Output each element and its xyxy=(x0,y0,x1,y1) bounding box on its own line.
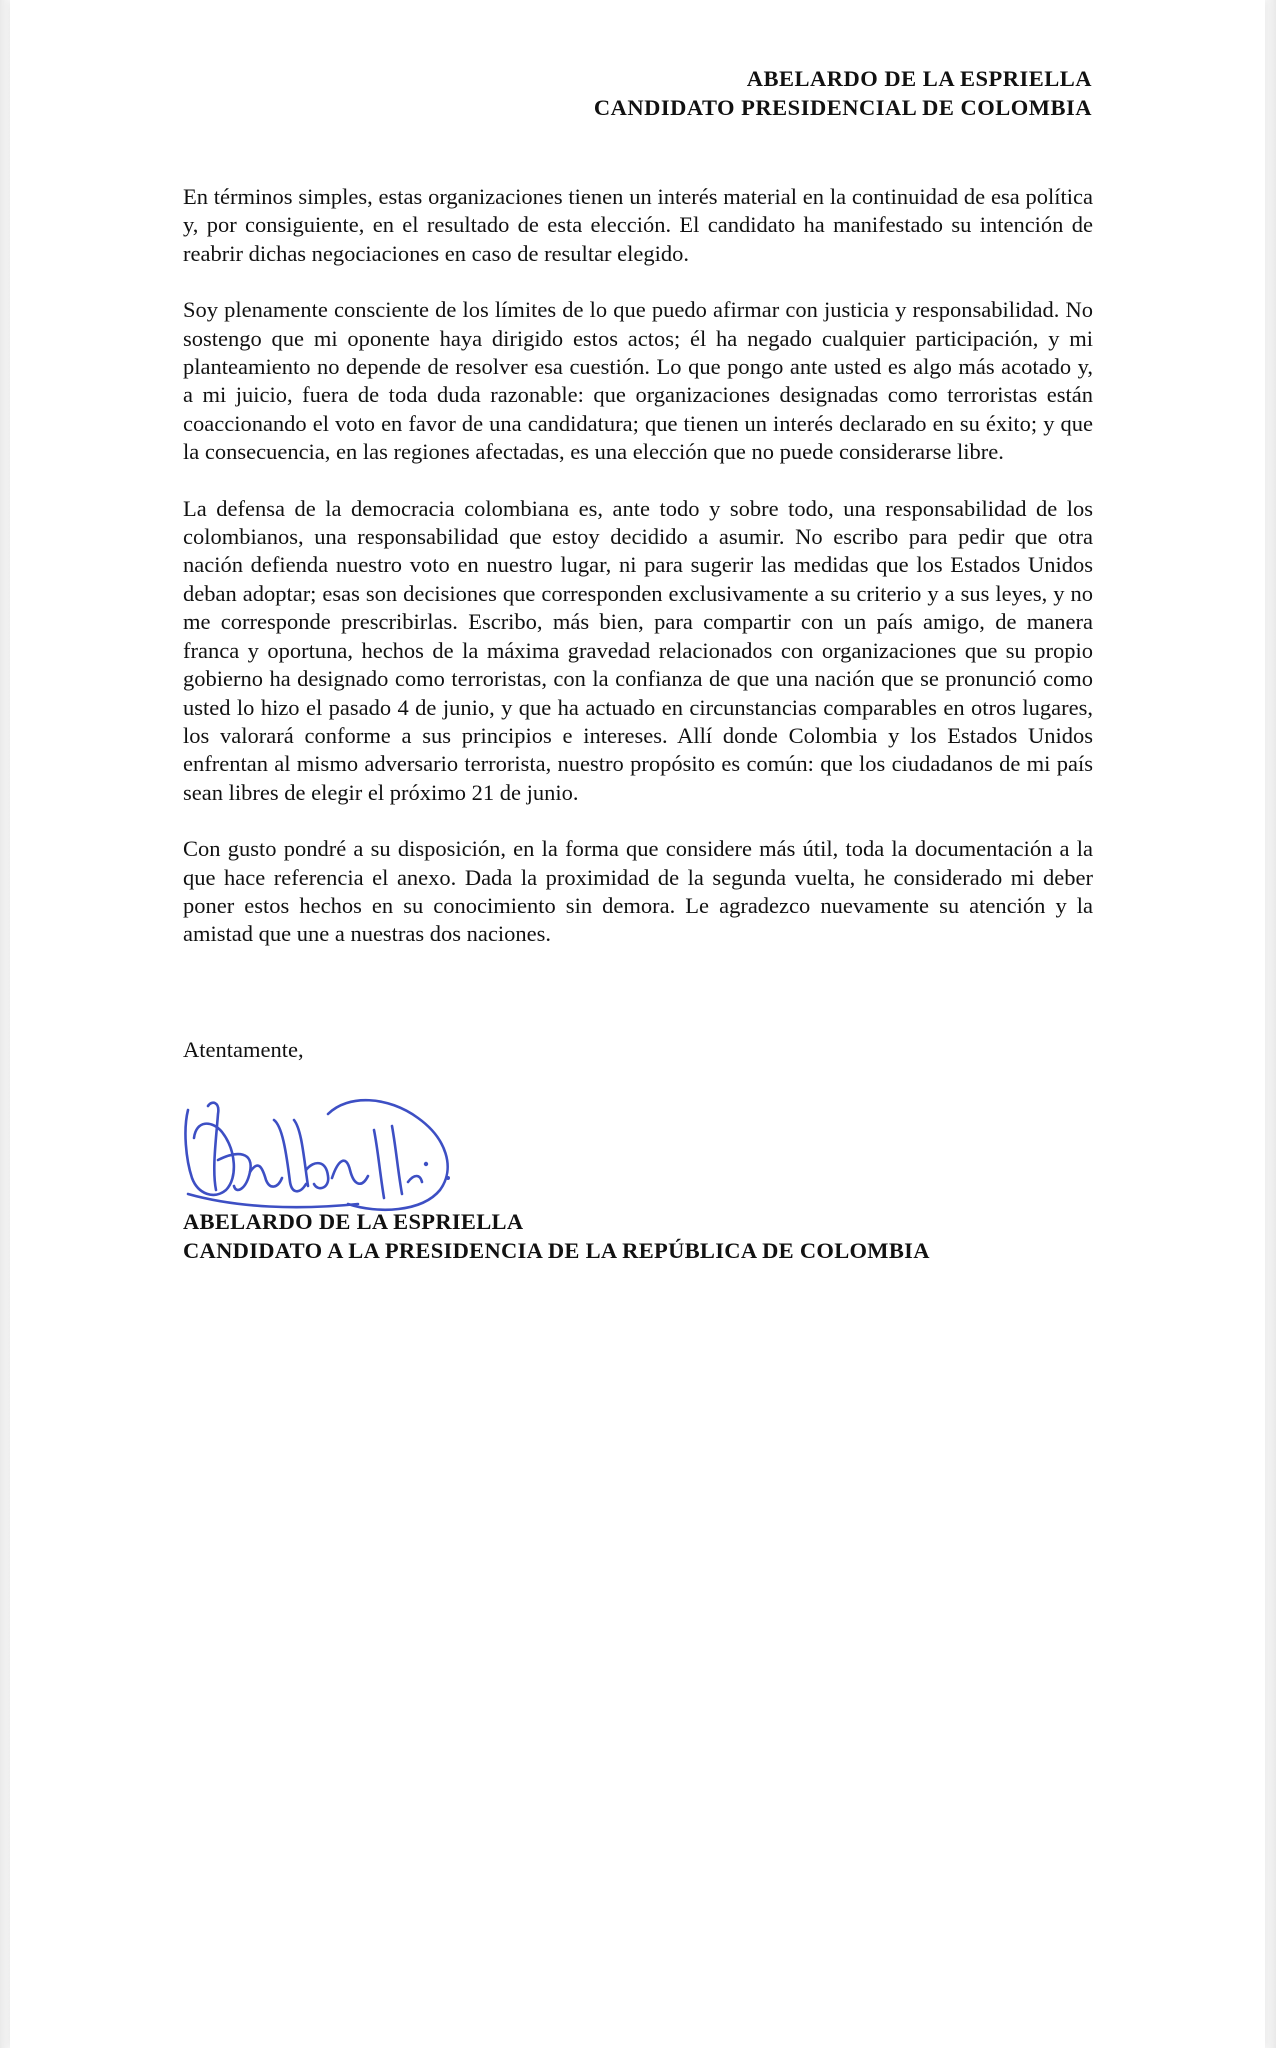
handwritten-signature xyxy=(178,1090,508,1220)
closing-salutation: Atentamente, xyxy=(183,1037,304,1062)
signature-block xyxy=(183,1207,930,1265)
page-edge-right xyxy=(1265,0,1276,2048)
paragraph: Con gusto pondré a su disposición, en la forma que considere más útil, toda la documentación a la que hace referencia el anexo. Dada la proximidad de la segunda vuelta, he considerado mi deber poner estos hechos en su conocimiento sin demora. Le agradezco nuevamente su atención y la amistad que une a nuestras dos naciones. xyxy=(183,836,1093,947)
paragraph: La defensa de la democracia colombiana es, ante todo y sobre todo, una responsabilidad de los colombianos, una responsabilidad que estoy decidido a asumir. No escribo para pedir que otra nación defienda nuestro voto en nuestro lugar, ni para sugerir las medidas que los Estados Unidos deban adoptar; esas son decisiones que corresponden exclusivamente a su criterio y a sus leyes, y no me corresponde prescribirlas. Escribo, más bien, para compartir con un país amigo, de manera franca y oportuna, hechos de la máxima gravedad relacionados con organizaciones que su propio gobierno ha designado como terroristas, con la confianza de que una nación que se pronunció como usted lo hizo el pasado 4 de junio, y que ha actuado en circunstancias comparables en otros lugares, los valorará conforme a sus principios e intereses. Allí donde Colombia y los Estados Unidos enfrentan al mismo adversario terrorista, nuestro propósito es común: que los ciudadanos de mi país sean libres de elegir el próximo 21 de junio. xyxy=(183,495,1093,805)
signer-name: ABELARDO DE LA ESPRIELLA xyxy=(183,1209,524,1234)
letterhead-title: CANDIDATO PRESIDENCIAL DE COLOMBIA xyxy=(593,95,1092,120)
letterhead xyxy=(594,64,1092,122)
letterhead-name: ABELARDO DE LA ESPRIELLA xyxy=(746,66,1092,91)
paragraph: Soy plenamente consciente de los límites de lo que puedo afirmar con justicia y responsabilidad. No sostengo que mi oponente haya dirigido estos actos; él ha negado cualquier participación, y mi planteamiento no depende de resolver esa cuestión. Lo que pongo ante usted es algo más acotado y, a mi juicio, fuera de toda duda razonable: que organizaciones designadas como terroristas están coaccionando el voto en favor de una candidatura; que tienen un interés declarado en su éxito; y que la consecuencia, en las regiones afectadas, es una elección que no puede considerarse libre. xyxy=(183,297,1093,465)
signer-title: CANDIDATO A LA PRESIDENCIA DE LA REPÚBLICA DE COLOMBIA xyxy=(183,1238,930,1263)
page-edge-left xyxy=(0,0,10,2048)
letter-body xyxy=(183,183,1093,977)
paragraph: En términos simples, estas organizaciones tienen un interés material en la continuidad de esa política y, por consiguiente, en el resultado de esta elección. El candidato ha manifestado su intención de reabrir dichas negociaciones en caso de resultar elegido. xyxy=(183,184,1093,266)
